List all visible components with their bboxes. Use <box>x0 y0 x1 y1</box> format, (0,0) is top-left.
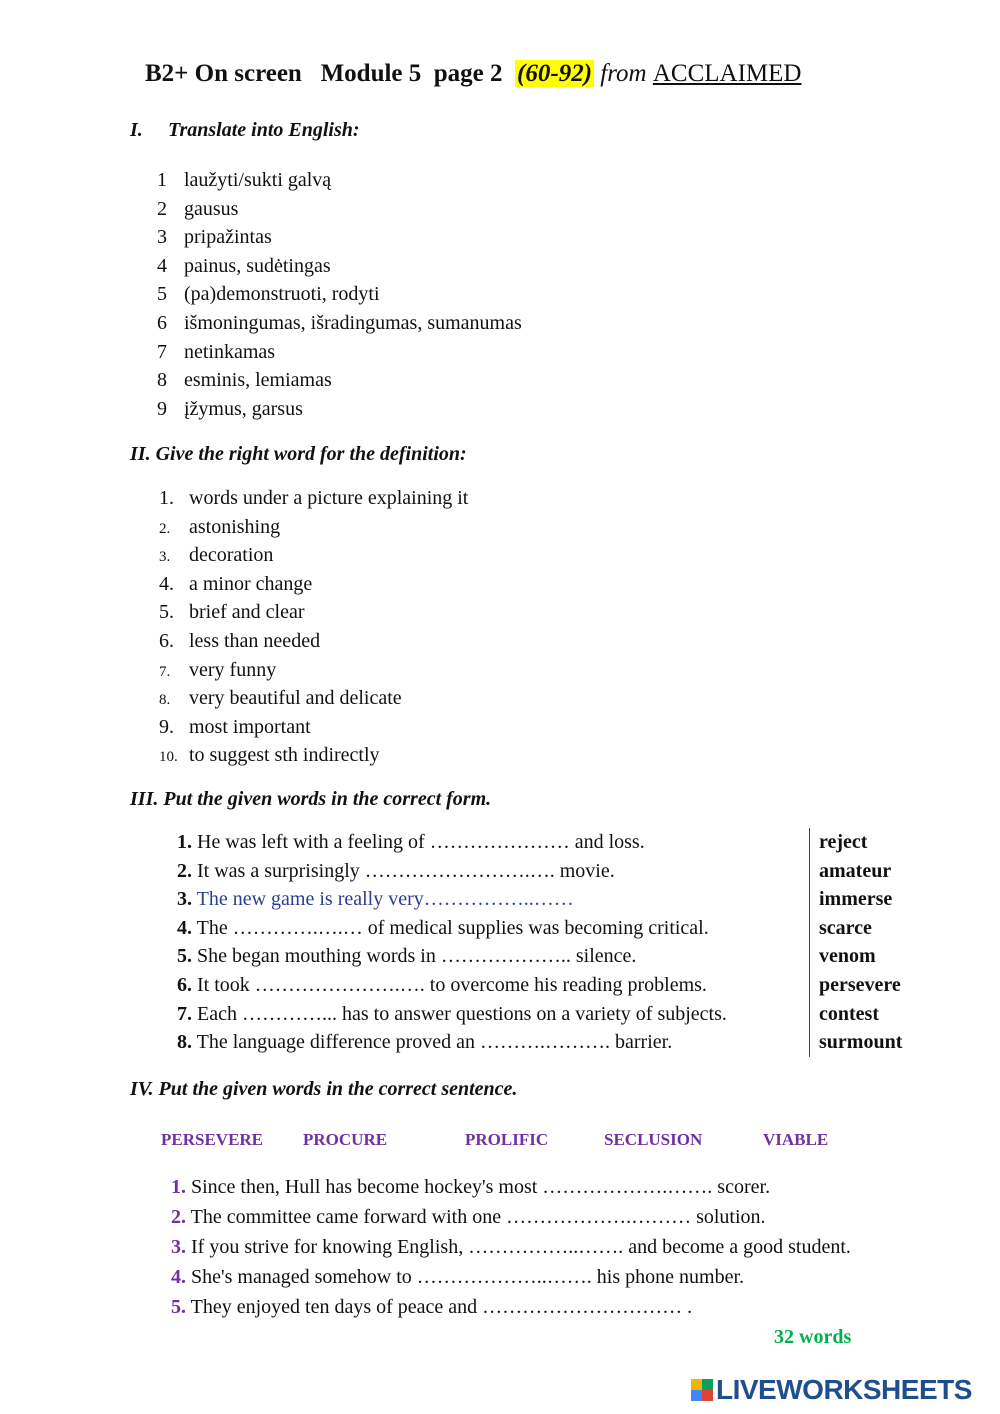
item-number: 2. <box>159 520 171 537</box>
section-3-heading: III. Put the given words in the correct form. <box>130 788 492 810</box>
list-item <box>159 684 468 713</box>
section-4-heading: IV. Put the given words in the correct sentence. <box>130 1078 518 1100</box>
item-number: 10. <box>159 749 178 766</box>
table-row <box>177 914 872 943</box>
row-keyword: immerse <box>819 888 893 911</box>
item-number: 7 <box>157 340 167 363</box>
translate-list <box>157 166 522 423</box>
row-number: 2. <box>171 1206 186 1228</box>
worksheet-title <box>145 60 801 88</box>
row-number: 2. <box>177 859 192 882</box>
table-row <box>177 857 892 886</box>
section-2-heading: II. Give the right word for the definition: <box>130 443 467 465</box>
table-row <box>177 971 901 1000</box>
row-sentence: The committee came forward with one ……………….……… solution. <box>190 1206 766 1228</box>
item-number: 9 <box>157 397 167 420</box>
table-row <box>177 1028 903 1057</box>
item-number: 4. <box>159 572 174 595</box>
item-number: 4 <box>157 254 167 277</box>
word-bank-item: VIABLE <box>763 1130 829 1149</box>
item-text: (pa)demonstruoti, rodyti <box>184 283 380 306</box>
item-text: painus, sudėtingas <box>184 254 331 277</box>
row-sentence: Each …………... has to answer questions on a variety of subjects. <box>197 1002 727 1025</box>
row-sentence: Since then, Hull has become hockey's most ……………….……. scorer. <box>191 1176 771 1198</box>
row-keyword: persevere <box>819 973 901 996</box>
row-keyword: contest <box>819 1002 879 1025</box>
row-sentence: The new game is really very……………..…… <box>196 888 574 911</box>
list-item <box>171 1202 851 1232</box>
row-number: 3. <box>177 888 192 911</box>
item-text: laužyti/sukti galvą <box>184 169 332 191</box>
item-text: astonishing <box>189 515 281 538</box>
liveworksheets-logo <box>691 1374 972 1405</box>
row-sentence: She's managed somehow to ………………..……. his phone number. <box>191 1266 744 1288</box>
item-text: netinkamas <box>184 340 276 363</box>
word-form-table <box>177 828 903 1057</box>
row-sentence: The ………….….… of medical supplies was becoming critical. <box>196 916 709 939</box>
row-sentence: If you strive for knowing English, ……………..……. and become a good student. <box>191 1236 851 1258</box>
list-item <box>171 1292 851 1322</box>
list-item <box>157 195 522 224</box>
liveworksheets-icon <box>691 1379 713 1401</box>
row-sentence: It was a surprisingly …………………….…. movie. <box>197 859 615 882</box>
row-number: 5. <box>171 1296 186 1318</box>
definition-list <box>159 484 468 770</box>
section-1-heading <box>130 119 360 142</box>
row-number: 1. <box>171 1176 186 1198</box>
word-bank-item: PERSEVERE <box>161 1130 264 1149</box>
list-item <box>159 541 468 570</box>
word-count: 32 words <box>774 1326 852 1348</box>
item-number: 8 <box>157 369 167 392</box>
item-number: 5 <box>157 283 167 306</box>
page-range-highlight: (60-92) <box>517 60 593 87</box>
item-number: 3 <box>157 226 167 249</box>
row-keyword: reject <box>819 831 868 853</box>
list-item <box>159 484 468 513</box>
list-item <box>157 223 522 252</box>
item-text: įžymus, garsus <box>184 397 303 420</box>
section-1-number: I. <box>130 119 143 141</box>
list-item <box>159 713 468 742</box>
item-text: pripažintas <box>184 226 272 249</box>
word-bank-item: PROCURE <box>303 1130 388 1149</box>
item-number: 5. <box>159 601 174 624</box>
list-item <box>159 513 468 542</box>
list-item <box>157 338 522 367</box>
list-item <box>157 280 522 309</box>
list-item <box>157 166 522 195</box>
table-row <box>177 1000 879 1029</box>
table-row <box>177 828 868 857</box>
list-item <box>157 395 522 424</box>
item-number: 9. <box>159 715 174 738</box>
title-from: from <box>594 60 653 87</box>
list-item <box>159 570 468 599</box>
row-number: 5. <box>177 945 192 968</box>
row-sentence: The language difference proved an ……….………. barrier. <box>196 1031 673 1054</box>
row-number: 1. <box>177 831 192 853</box>
title-source: ACCLAIMED <box>652 60 802 87</box>
item-text: esminis, lemiamas <box>184 369 332 392</box>
row-number: 4. <box>177 916 192 939</box>
row-number: 7. <box>177 1002 192 1025</box>
list-item <box>171 1172 851 1202</box>
item-text: decoration <box>189 544 274 567</box>
item-text: brief and clear <box>189 601 305 624</box>
item-text: to suggest sth indirectly <box>189 744 380 767</box>
row-sentence: She began mouthing words in ……………….. silence. <box>197 945 637 968</box>
row-number: 3. <box>171 1236 186 1258</box>
row-keyword: scarce <box>819 916 872 939</box>
row-sentence: They enjoyed ten days of peace and ………………………… . <box>190 1296 693 1318</box>
column-divider <box>809 828 810 1057</box>
list-item <box>159 741 468 770</box>
row-number: 4. <box>171 1266 186 1288</box>
row-sentence: It took ………………….…. to overcome his reading problems. <box>197 973 707 996</box>
row-number: 6. <box>177 973 192 996</box>
list-item <box>157 252 522 281</box>
item-text: words under a picture explaining it <box>189 487 469 509</box>
item-number: 7. <box>159 663 171 680</box>
item-number: 3. <box>159 549 171 566</box>
section-1-title: Translate into English: <box>168 119 360 141</box>
item-text: less than needed <box>189 629 321 652</box>
item-number: 6 <box>157 311 167 334</box>
word-bank <box>0 1130 1000 1150</box>
item-number: 1 <box>157 169 167 191</box>
list-item <box>171 1232 851 1262</box>
watermark-text: LIVEWORKSHEETS <box>716 1374 972 1405</box>
item-text: a minor change <box>189 572 313 595</box>
item-number: 2 <box>157 197 167 220</box>
sentence-list <box>171 1172 851 1322</box>
row-keyword: venom <box>819 945 876 968</box>
item-text: išmoningumas, išradingumas, sumanumas <box>184 311 522 334</box>
list-item <box>171 1262 851 1292</box>
item-number: 8. <box>159 692 171 709</box>
list-item <box>159 627 468 656</box>
item-text: most important <box>189 715 311 738</box>
row-keyword: surmount <box>819 1031 903 1054</box>
row-number: 8. <box>177 1031 192 1054</box>
row-keyword: amateur <box>819 859 892 882</box>
table-row <box>177 885 893 914</box>
table-row <box>177 942 876 971</box>
item-text: gausus <box>184 197 239 220</box>
list-item <box>159 598 468 627</box>
list-item <box>157 366 522 395</box>
item-text: very funny <box>189 658 277 681</box>
item-number: 6. <box>159 629 174 652</box>
word-bank-item: SECLUSION <box>604 1130 703 1149</box>
word-bank-item: PROLIFIC <box>465 1130 549 1149</box>
row-sentence: He was left with a feeling of ………………… and loss. <box>197 831 645 853</box>
list-item <box>159 656 468 685</box>
list-item <box>157 309 522 338</box>
item-text: very beautiful and delicate <box>189 687 402 710</box>
item-number: 1. <box>159 487 174 509</box>
title-main: B2+ On screen Module 5 page 2 <box>145 60 516 87</box>
